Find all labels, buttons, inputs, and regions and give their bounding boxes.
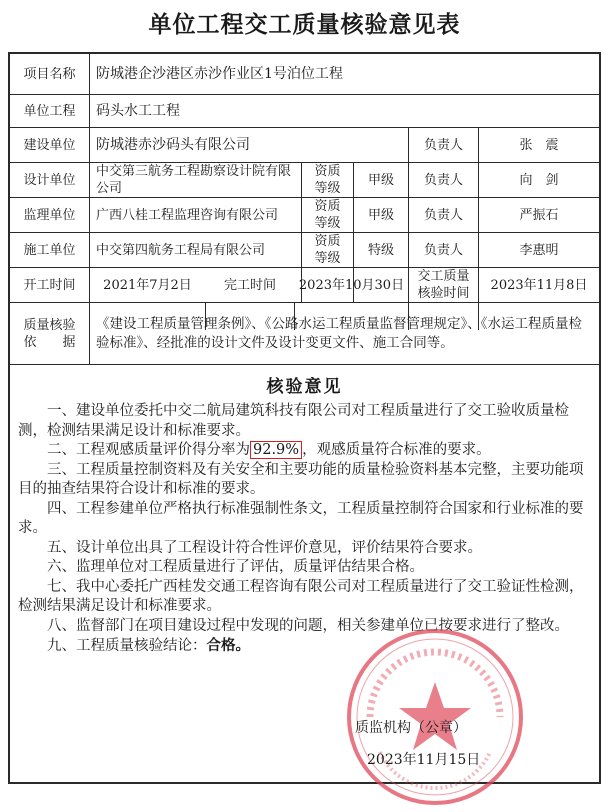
verification-form <box>8 52 601 784</box>
unit-project-label: 单位工程 <box>23 103 76 119</box>
contractor-label: 施工单位 <box>23 242 76 258</box>
designer-label: 设计单位 <box>23 172 76 188</box>
signature-date: 2023年11月15日 <box>367 752 481 768</box>
supervisor-person-value: 严振石 <box>519 207 559 223</box>
signature-organization: 质监机构（公章） <box>355 720 467 736</box>
opinion-item-4: 四、工程参建单位严格执行标准强制性条文，工程质量控制符合国家和行业标准的要求。 <box>18 500 584 536</box>
opinion-item-3: 三、工程质量控制资料及有关安全和主要功能的质量检验资料基本完整，主要功能项目的抽查结果符合设计和标准的要求。 <box>18 461 584 497</box>
supervisor-qual-label: 资质等级 <box>314 199 341 231</box>
opinion-item-5: 五、设计单位出具了工程设计符合性评价意见，评价结果符合要求。 <box>47 539 482 556</box>
finish-date-label: 完工时间 <box>223 277 276 293</box>
builder-person-label: 负责人 <box>423 137 463 153</box>
builder-label: 建设单位 <box>23 137 76 153</box>
supervisor-label: 监理单位 <box>23 207 76 223</box>
contractor-person-label: 负责人 <box>423 242 463 258</box>
designer-value: 中交第三航务工程勘察设计院有限公司 <box>96 164 292 196</box>
contractor-value: 中交第四航务工程局有限公司 <box>96 242 266 258</box>
designer-qual-label: 资质等级 <box>314 164 341 196</box>
contractor-qual-label: 资质等级 <box>314 234 341 266</box>
opinion-heading: 核验意见 <box>266 377 343 397</box>
designer-person-value: 向 剑 <box>519 172 559 188</box>
supervisor-person-label: 负责人 <box>423 207 463 223</box>
contractor-qual-value: 特级 <box>367 242 394 258</box>
opinion-item-2-prefix: 二、工程观感质量评价得分率为 <box>47 442 250 458</box>
project-name-label: 项目名称 <box>23 66 76 82</box>
opinion-body <box>18 402 593 657</box>
supervisor-qual-value: 甲级 <box>367 207 394 223</box>
start-date-value: 2021年7月2日 <box>103 277 192 293</box>
opinion-item-2 <box>18 441 593 461</box>
conclusion-result: 合格。 <box>206 637 250 654</box>
supervisor-value: 广西八桂工程监理咨询有限公司 <box>96 207 279 223</box>
designer-qual-value: 甲级 <box>367 172 394 188</box>
designer-person-label: 负责人 <box>423 172 463 188</box>
handover-date-label: 交工质量核验时间 <box>417 269 470 301</box>
handover-date-value: 2023年11月8日 <box>490 277 588 293</box>
builder-value: 防城港赤沙码头有限公司 <box>96 136 250 153</box>
contractor-person-value: 李惠明 <box>519 242 559 258</box>
opinion-item-1: 一、建设单位委托中交二航局建筑科技有限公司对工程质量进行了交工验收质量检测，检测结果满足设计和标准要求。 <box>18 403 569 439</box>
opinion-item-8: 八、监督部门在项目建设过程中发现的问题，相关参建单位已按要求进行了整改。 <box>47 617 569 634</box>
document-title: 单位工程交工质量核验意见表 <box>148 11 461 38</box>
builder-person-value: 张 震 <box>519 137 559 153</box>
conclusion-label: 九、工程质量核验结论： <box>47 638 207 654</box>
basis-value: 《建设工程质量管理条例》、《公路水运工程质量监督管理规定》、《水运工程质量检验标准》、经批准的设计文件及设计变更文件、施工合同等。 <box>96 315 582 351</box>
project-name-value: 防城港企沙港区赤沙作业区1号泊位工程 <box>96 65 343 82</box>
finish-date-value: 2023年10月30日 <box>298 277 405 293</box>
opinion-item-2-suffix: ，观感质量符合标准的要求。 <box>302 442 491 458</box>
score-highlight: 92.9% <box>250 441 302 459</box>
opinion-item-7: 七、我中心委托广西桂发交通工程咨询有限公司对工程质量进行了交工验证性检测，检测结果满足设计和标准要求。 <box>18 578 584 614</box>
basis-label: 质量核验依 据 <box>23 317 76 350</box>
unit-project-value: 码头水工工程 <box>96 102 180 119</box>
start-date-label: 开工时间 <box>23 277 76 293</box>
opinion-item-6: 六、监理单位对工程质量进行了评估，质量评估结果合格。 <box>47 559 424 575</box>
